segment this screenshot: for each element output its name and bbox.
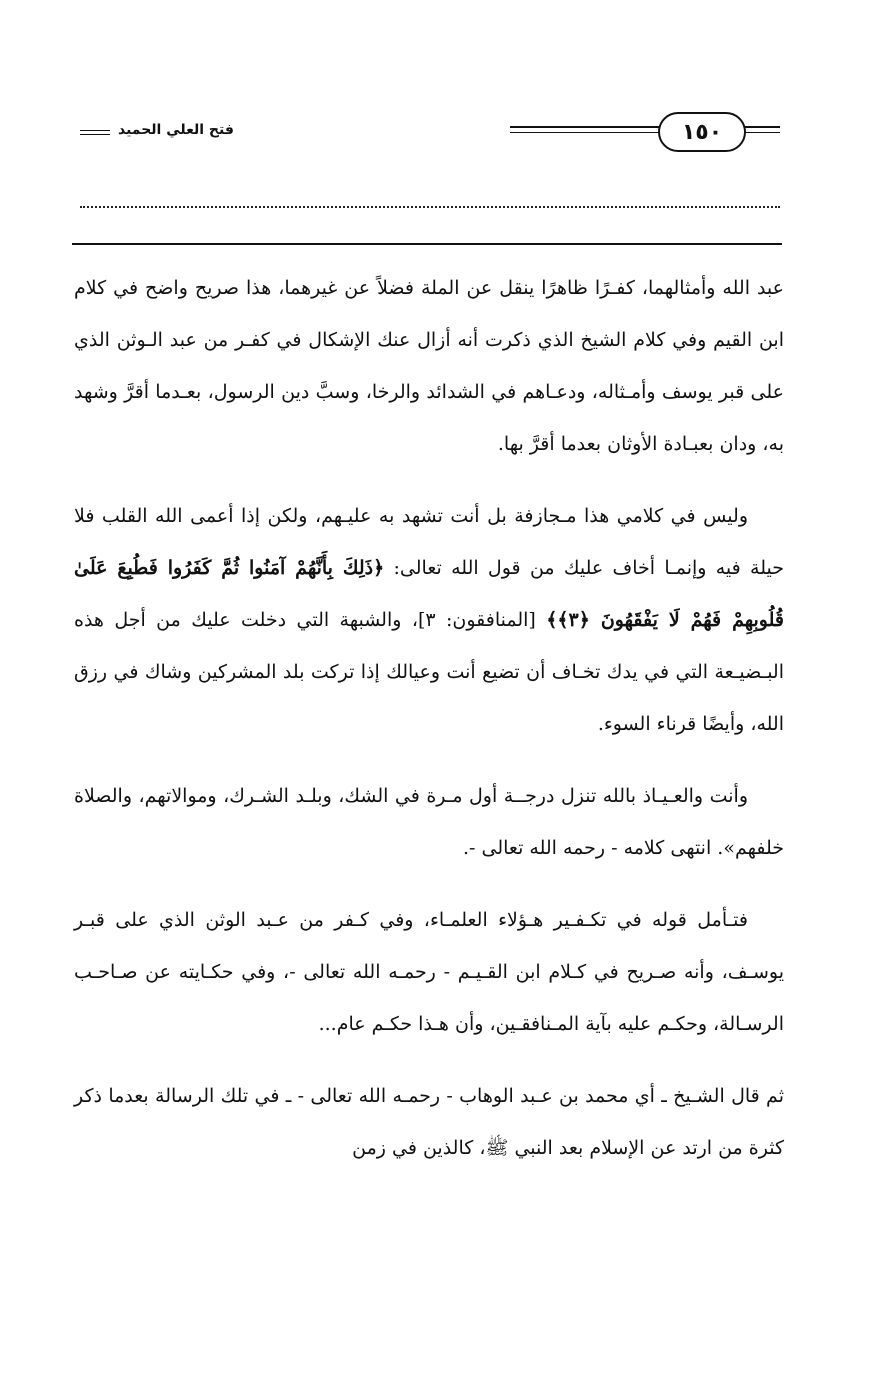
title-rule — [80, 130, 110, 135]
paragraph: ثم قال الشـيخ ـ أي محمد بن عـبد الوهاب - رحمـه الله تعالى - ـ في تلك الرسالة بعدما ذكر كثرة من ارتد عن الإسلام بعد النبي ﷺ، كالذين في زمن — [74, 1085, 784, 1159]
book-title: فتح العلي الحميد — [118, 122, 234, 138]
dotted-divider — [80, 206, 780, 208]
page-number: ١٥٠ — [681, 119, 723, 145]
paragraph: عبد الله وأمثالهما، كفـرًا ظاهرًا ينقل عن الملة فضلاً عن غيرهما، هذا صريح واضح في كلام ابن القيم وفي كلام الشيخ الذي ذكرت أنه أزال عنك الإشكال في كفـر من عبد الـوثن الذي على قبر يوسف وأمـثاله، ودعـاهم في الشدائد والرخا، وسبَّ دين الرسول، بعـدما أقرَّ وشهد به، ودان بعبـادة الأوثان بعدما أقرَّ بها. — [74, 277, 784, 455]
paragraph: وأنت والعـيـاذ بالله تنزل درجــة أول مـرة في الشك، وبلـد الشـرك، وموالاتهم، والصلاة خلفهم». انتهى كلامه - رحمه الله تعالى -. — [74, 785, 784, 859]
page-number-frame — [658, 112, 746, 152]
page-number-rule — [510, 126, 660, 133]
page-body — [74, 262, 784, 1194]
paragraph-text: وليس في كلامي هذا مـجازفة بل أنت تشهد به عليـهم، ولكن إذا أعمى الله القلب فلا حيلة فيه وإنمـا أخاف عليك من قول الله تعالى: — [74, 505, 785, 579]
paragraph: فتـأمل قوله في تكـفـير هـؤلاء العلمـاء، وفي كـفر من عـبد الوثن الذي على قبـر يوسـف، وأنه صـريح في كـلام ابن القـيـم - رحمـه الله تعالى -، وفي حكـايته عن صـاحـب الرسـالة، وحكـم عليه بآية المـنافقـين، وأن هـذا حكـم عام... — [74, 909, 784, 1035]
page-header — [40, 108, 800, 158]
quran-verse: ﴿ذَلِكَ بِأَنَّهُمْ آمَنُوا ثُمَّ كَفَرُوا فَطُبِعَ عَلَىٰ قُلُوبِهِمْ فَهُمْ لَا يَفْقَهُونَ ﴿٣﴾﴾ — [74, 557, 784, 631]
page-number-rule — [744, 126, 780, 133]
paragraph-text: [المنافقون: ٣]، والشبهة التي دخلت عليك من أجل هذه البـضيـعة التي في يدك تخـاف أن تضيع أنت وعيالك إذا تركت بلد المشركين وشاك في رزق الله، وأيضًا قرناء السوء. — [74, 609, 784, 735]
solid-divider — [72, 243, 782, 245]
paragraph — [74, 490, 784, 750]
